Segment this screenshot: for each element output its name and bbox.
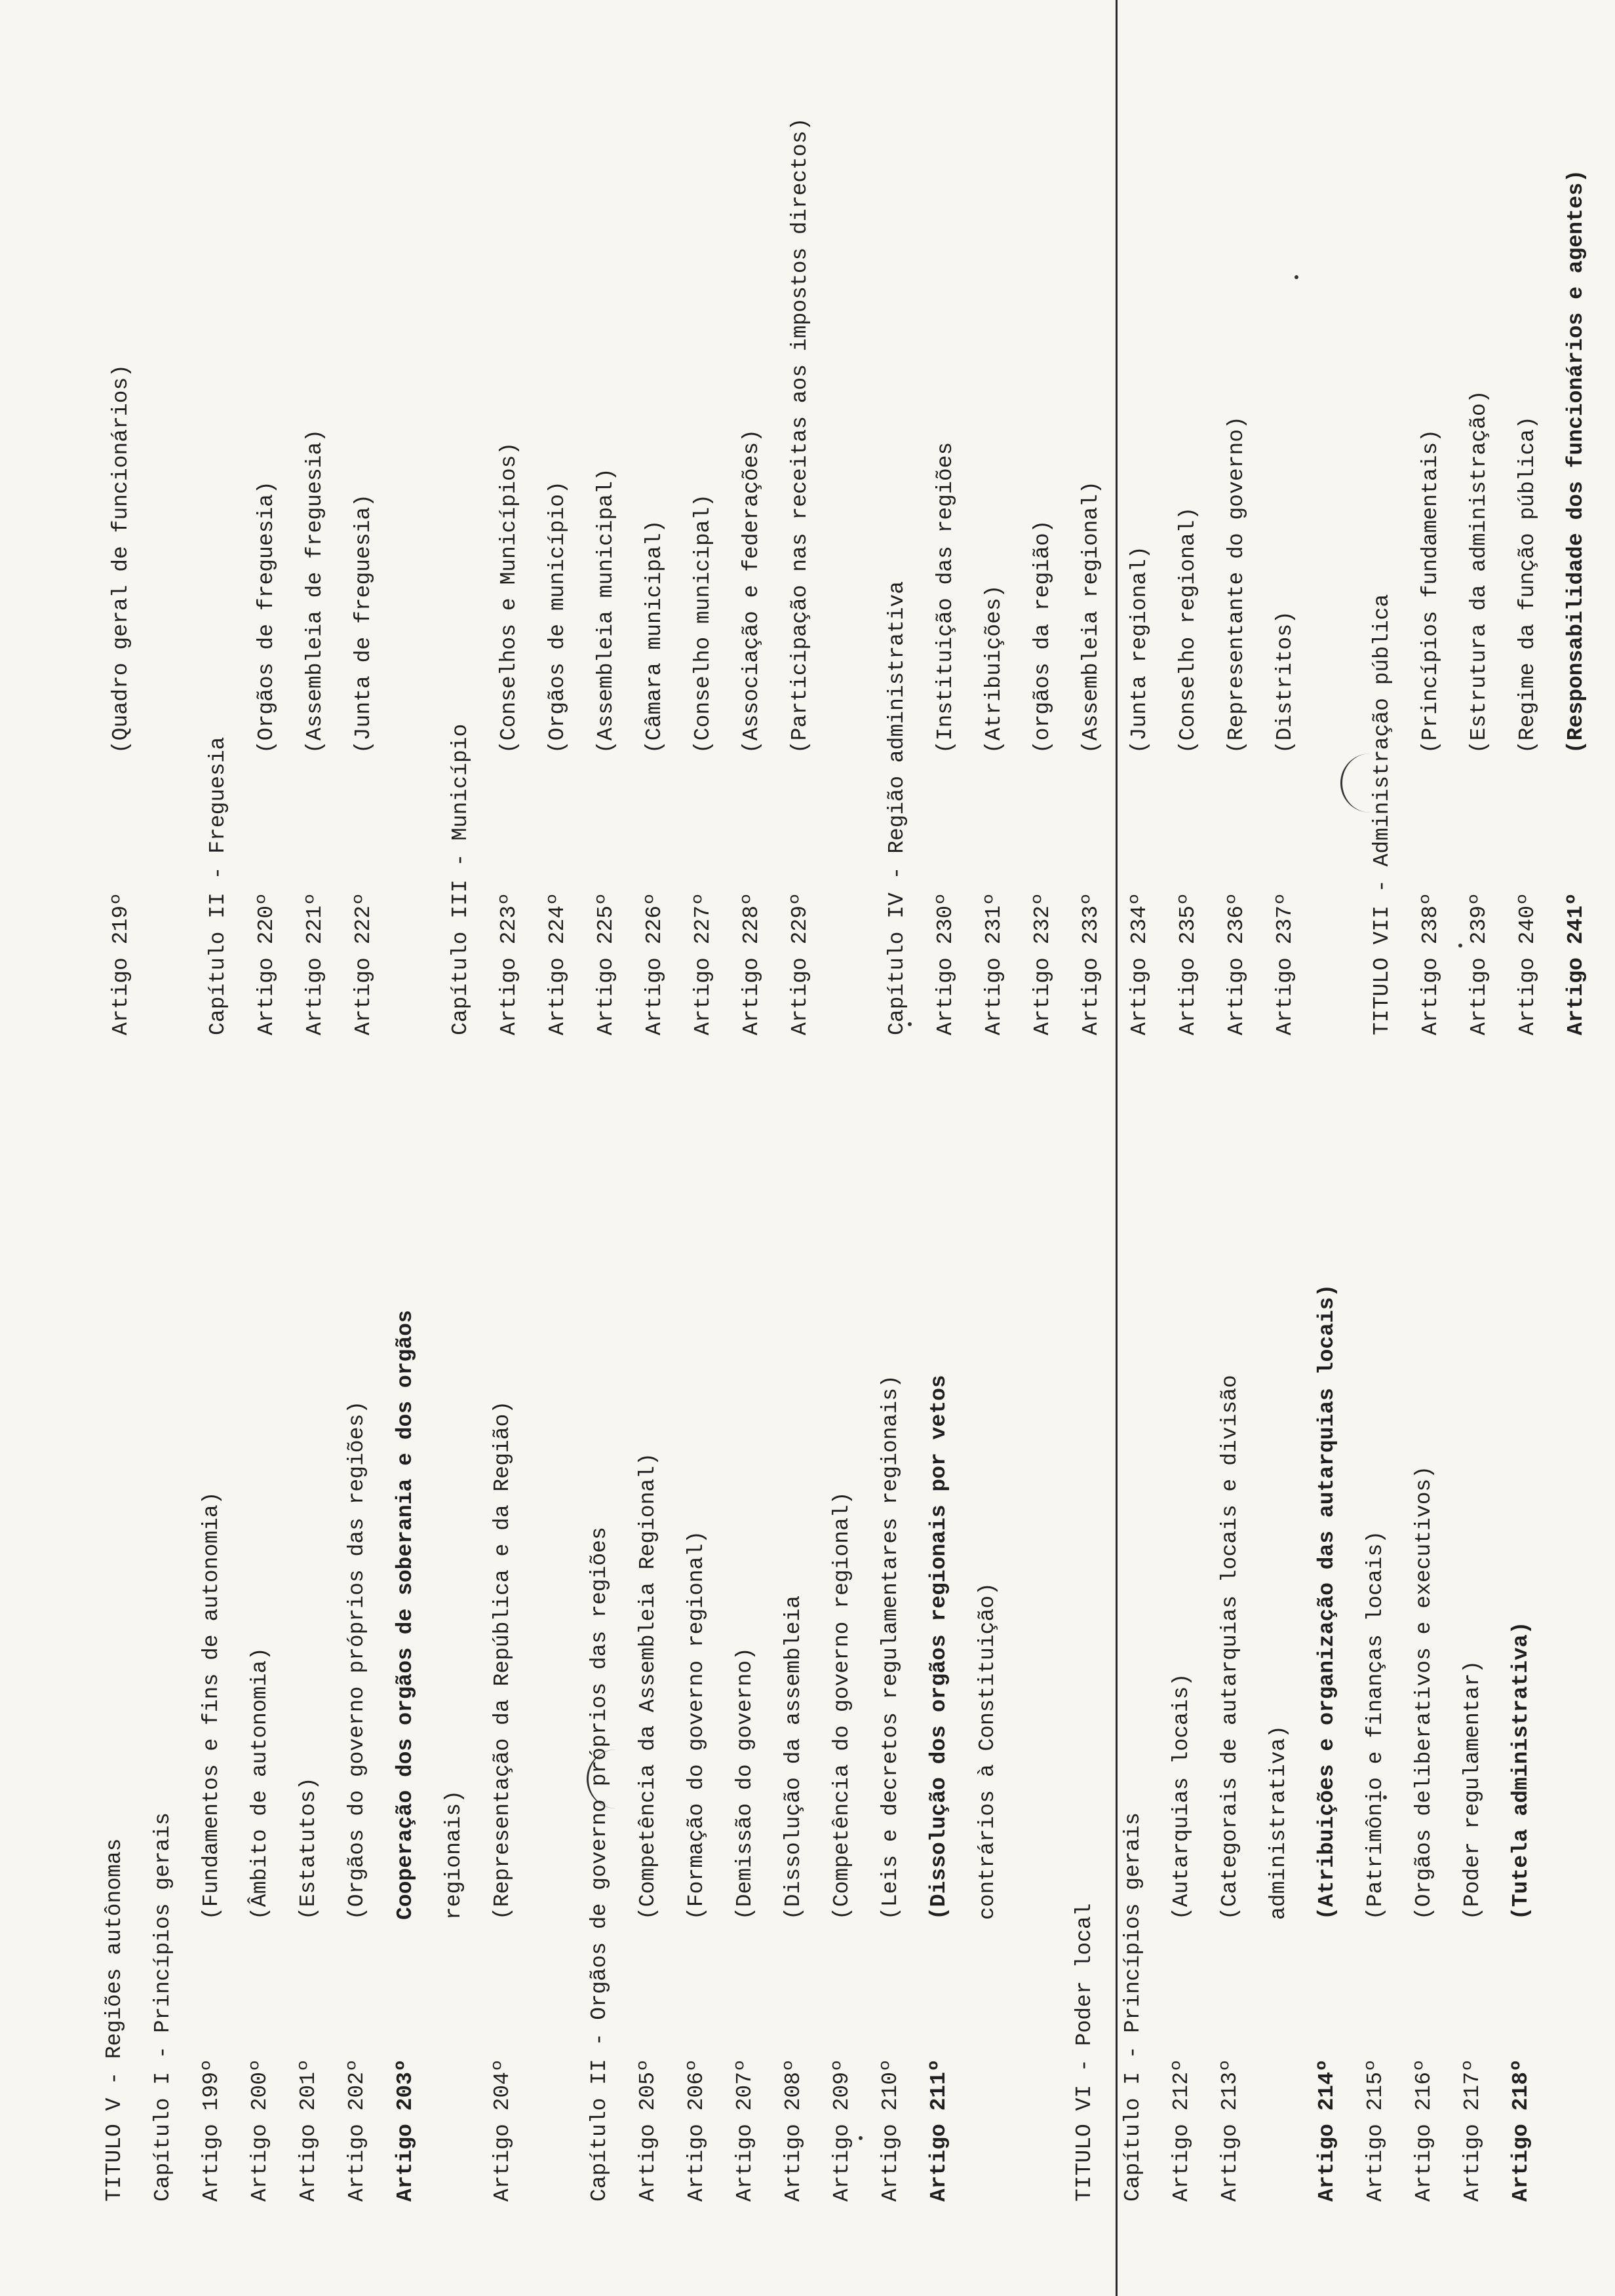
article-title: (orgãos da região) — [1030, 520, 1055, 754]
toc-line — [1504, 0, 1552, 1035]
article-title: (Formação do governo regional) — [684, 1530, 709, 1920]
article-title: (Associação e federações) — [739, 429, 764, 754]
article-title: (Responsabilidade dos funcionários e agentes) — [1564, 169, 1588, 754]
article-number: Artigo 205º — [636, 2059, 660, 2202]
article-title: (Orgãos deliberativos e executivos) — [1412, 1465, 1436, 1920]
article-number: Artigo 210º — [878, 2059, 903, 2202]
section-heading: Capítulo I - Princípios gerais — [1121, 1812, 1145, 2202]
section-heading: administrativa) — [1266, 1725, 1291, 1920]
section-heading: Capítulo II - Orgãos de governo próprios das regiões — [587, 1527, 612, 2202]
article-number: Artigo 224º — [545, 892, 570, 1035]
article-number: Artigo 222º — [351, 892, 376, 1035]
section-heading: regionais) — [442, 1789, 466, 1920]
article-number: Artigo 208º — [781, 2059, 806, 2202]
article-title: (Demissão do governo) — [733, 1647, 757, 1920]
toc-line — [1303, 0, 1352, 2202]
article-number: Artigo 221º — [303, 892, 327, 1035]
toc-line — [194, 0, 243, 1035]
article-title: (Atribuições e organização das autarquias locais) — [1315, 1284, 1339, 1920]
toc-line — [1261, 0, 1310, 1035]
toc-line — [679, 0, 728, 1035]
article-number: Artigo 204º — [490, 2059, 515, 2202]
article-title: (Junta regional) — [1127, 546, 1152, 754]
article-number: Artigo 215º — [1363, 2059, 1388, 2202]
article-number: Artigo 237º — [1273, 892, 1297, 1035]
toc-line — [1019, 0, 1067, 1035]
toc-line — [1067, 0, 1116, 1035]
article-number: Artigo 200º — [248, 2059, 272, 2202]
article-number: Artigo 206º — [684, 2059, 709, 2202]
toc-line — [818, 0, 866, 2202]
article-title: (Competência da Assembleia Regional) — [636, 1453, 660, 1920]
toc-line — [97, 0, 146, 1035]
article-number: Artigo 240º — [1515, 892, 1540, 1035]
article-number: Artigo 228º — [739, 892, 764, 1035]
section-heading: TITULO VII - Administração pública — [1370, 594, 1394, 1035]
article-number: Artigo 238º — [1418, 892, 1443, 1035]
section-heading: TITULO VI - Poder local — [1072, 1903, 1097, 2202]
toc-line — [485, 0, 534, 1035]
article-title: (Poder regulamentar) — [1460, 1660, 1485, 1920]
article-number: Artigo 209º — [830, 2059, 854, 2202]
article-number: Artigo 212º — [1169, 2059, 1194, 2202]
article-number: Artigo 202º — [345, 2059, 369, 2202]
article-title: (Distritos) — [1273, 611, 1297, 754]
article-title: (Regime da função pública) — [1515, 416, 1540, 754]
article-title: (Orgãos de município) — [545, 481, 570, 754]
article-title: (Conselho municipal) — [691, 493, 715, 754]
section-heading: Capítulo I - Princípios gerais — [151, 1812, 175, 2202]
article-title: (Câmara municipal) — [642, 520, 667, 754]
article-title: (Orgãos de freguesia) — [254, 481, 279, 754]
article-title: (Dissolução da assembleia — [781, 1595, 806, 1920]
article-title: (Competência do governo regional) — [830, 1491, 854, 1920]
article-number: Artigo 214º — [1315, 2059, 1339, 2202]
article-number: Artigo 231º — [982, 892, 1006, 1035]
toc-line — [728, 0, 776, 1035]
section-heading: TITULO V - Regiões autônomas — [102, 1838, 126, 2202]
article-number: Artigo 225º — [594, 892, 618, 1035]
toc-line — [970, 0, 1019, 1035]
article-number: Artigo 219º — [109, 892, 133, 1035]
toc-line — [873, 0, 922, 1035]
toc-line — [1358, 0, 1407, 1035]
article-title: (Categorais de autarquias locais e divisão — [1218, 1375, 1242, 1920]
toc-line — [437, 0, 485, 1035]
article-title: (Representante do governo) — [1224, 416, 1249, 754]
article-number: Artigo 207º — [733, 2059, 757, 2202]
article-title: Cooperação dos orgãos de soberania e dos orgãos — [393, 1310, 418, 1920]
toc-line — [243, 0, 291, 1035]
toc-line — [340, 0, 388, 1035]
article-number: Artigo 226º — [642, 892, 667, 1035]
article-title: (Junta de freguesia) — [351, 493, 376, 754]
article-title: (Orgãos do governo próprios das regiões) — [345, 1400, 369, 1920]
toc-line — [1164, 0, 1213, 1035]
article-title: (Autarquias locais) — [1169, 1673, 1194, 1920]
article-title: (Estatutos) — [296, 1777, 321, 1920]
toc-line — [1116, 0, 1164, 1035]
article-title: (Quadro geral de funcionários) — [109, 364, 133, 754]
section-heading: Capítulo II - Freguesia — [206, 737, 230, 1035]
article-title: (Dissolução dos orgãos regionais por vetos — [927, 1375, 951, 1920]
article-number: Artigo 223º — [497, 892, 521, 1035]
article-number: Artigo 236º — [1224, 892, 1249, 1035]
section-heading: Capítulo III - Município — [448, 723, 473, 1035]
toc-line — [922, 0, 970, 1035]
article-title: (Âmbito de autonomia) — [248, 1647, 272, 1920]
toc-line — [1213, 0, 1261, 1035]
toc-line — [534, 0, 582, 1035]
article-number: Artigo 230º — [933, 892, 958, 1035]
article-number: Artigo 233º — [1079, 892, 1103, 1035]
toc-line — [1552, 0, 1601, 1035]
article-title: (Conselhos e Municípios) — [497, 442, 521, 754]
section-heading: Capítulo IV - Região administrativa — [885, 581, 909, 1035]
article-number: Artigo 203º — [393, 2059, 418, 2202]
article-title: (Instituição das regiões — [933, 442, 958, 754]
toc-line — [1407, 0, 1455, 1035]
article-number: Artigo 235º — [1176, 892, 1200, 1035]
article-number: Artigo 239º — [1467, 892, 1491, 1035]
article-title: (Estrutura da administração) — [1467, 390, 1491, 754]
article-number: Artigo 220º — [254, 892, 279, 1035]
article-title: (Assembleia de freguesia) — [303, 429, 327, 754]
article-number: Artigo 216º — [1412, 2059, 1436, 2202]
article-number: Artigo 201º — [296, 2059, 321, 2202]
article-number: Artigo 218º — [1509, 2059, 1533, 2202]
article-title: (Leis e decretos regulamentares regionais) — [878, 1375, 903, 1920]
article-title: (Princípios fundamentais) — [1418, 429, 1443, 754]
article-number: Artigo 227º — [691, 892, 715, 1035]
article-number: Artigo 232º — [1030, 892, 1055, 1035]
article-number: Artigo 234º — [1127, 892, 1152, 1035]
article-number: Artigo 241º — [1564, 892, 1588, 1035]
section-heading: contrários à Constituição) — [975, 1582, 1000, 1920]
article-number: Artigo 199º — [199, 2059, 224, 2202]
toc-line — [582, 0, 631, 1035]
article-title: (Conselho regional) — [1176, 507, 1200, 754]
article-number: Artigo 217º — [1460, 2059, 1485, 2202]
toc-line — [1455, 0, 1504, 1035]
article-title: (Assembleia regional) — [1079, 481, 1103, 754]
article-title: (Fundamentos e fins de autonomia) — [199, 1491, 224, 1920]
article-title: (Participação nas receitas aos impostos directos) — [788, 117, 812, 754]
article-title: (Representação da República e da Região) — [490, 1400, 515, 1920]
toc-line — [291, 0, 340, 1035]
right-column — [97, 0, 1588, 1035]
article-title: (Assembleia municipal) — [594, 468, 618, 754]
toc-line — [631, 0, 679, 1035]
toc-line — [776, 0, 825, 1035]
article-title: (Atribuições) — [982, 584, 1006, 754]
article-title: (Patrimônio e finanças locais) — [1363, 1530, 1388, 1920]
article-number: Artigo 229º — [788, 892, 812, 1035]
article-number: Artigo 211º — [927, 2059, 951, 2202]
article-title: (Tutela administrativa) — [1509, 1621, 1533, 1920]
article-number: Artigo 213º — [1218, 2059, 1242, 2202]
